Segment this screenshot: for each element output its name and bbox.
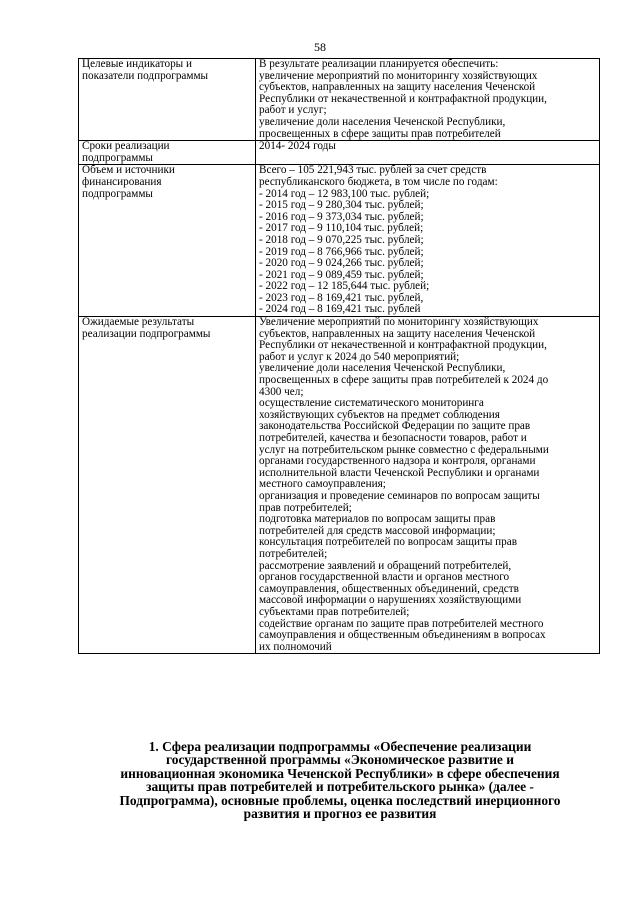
row-value-line: работ и услуг;: [259, 104, 327, 117]
row-value-line: прав потребителей;: [259, 501, 352, 514]
row-value-cell: [256, 59, 600, 141]
row-value-line: услуг на потребительском рынке совместно с федеральными: [259, 443, 549, 456]
row-value-line: консультация потребителей по вопросам защиты прав: [259, 536, 518, 549]
row-value-cell: [256, 165, 600, 317]
row-label-line: реализации подпрограммы: [82, 327, 211, 340]
row-value-line: - 2024 год – 8 169,421 тыс. рублей: [259, 303, 421, 316]
section-heading-line: развития и прогноз ее развития: [243, 806, 437, 822]
row-value-line: просвещенных в сфере защиты прав потребителей к 2024 до: [259, 374, 549, 387]
row-value-line: субъектами прав потребителей;: [259, 605, 410, 618]
row-value-line: самоуправления, общественных объединений, средств: [259, 582, 519, 595]
row-value-line: В результате реализации планируется обеспечить:: [259, 58, 499, 70]
row-label-cell: [79, 165, 256, 317]
row-value-line: работ и услуг к 2024 до 540 мероприятий;: [259, 350, 460, 363]
section-heading-line: инновационная экономика Чеченской Республики» в сфере обеспечения: [120, 765, 560, 781]
row-label-line: Сроки реализации: [82, 140, 170, 153]
row-value-line: республиканского бюджета, в том числе по годам:: [259, 175, 498, 188]
passport-row: [79, 141, 600, 165]
row-value-line: рассмотрение заявлений и обращений потребителей,: [259, 559, 512, 572]
section-heading-line: 1. Сфера реализации подпрограммы «Обеспечение реализации: [148, 739, 532, 754]
row-value-line: субъектов, направленных на защиту населения Чеченской: [259, 327, 536, 340]
row-value-line: увеличение доли населения Чеченской Республики,: [259, 115, 506, 128]
row-value-line: местного самоуправления;: [259, 478, 386, 491]
passport-row: [79, 165, 600, 317]
row-value-line: подготовка материалов по вопросам защиты прав: [259, 513, 496, 526]
row-value-line: - 2020 год – 9 024,266 тыс. рублей;: [259, 257, 424, 270]
row-label-line: Целевые индикаторы и: [82, 58, 192, 70]
row-value-line: Республики от некачественной и контрафактной продукции,: [259, 92, 547, 105]
row-value-line: органами государственного надзора и контроля, органами: [259, 455, 536, 468]
passport-row: [79, 317, 600, 654]
row-value-line: - 2018 год – 9 070,225 тыс. рублей;: [259, 233, 424, 246]
row-value-cell: [256, 141, 600, 165]
row-label-line: показатели подпрограммы: [82, 69, 209, 82]
row-value-line: Всего – 105 221,943 тыс. рублей за счет средств: [259, 164, 487, 177]
row-value-line: - 2022 год – 12 185,644 тыс. рублей;: [259, 280, 430, 293]
passport-table-body: [79, 59, 600, 654]
row-value-line: самоуправления и общественным объединениям в вопросах: [259, 629, 546, 642]
row-label-cell: [79, 141, 256, 165]
row-value-line: - 2015 год – 9 280,304 тыс. рублей;: [259, 199, 424, 212]
row-value-line: увеличение мероприятий по мониторингу хозяйствующих: [259, 69, 538, 82]
row-value-line: потребителей для средств массовой информации;: [259, 524, 496, 537]
row-value-line: - 2014 год – 12 983,100 тыс. рублей;: [259, 187, 430, 200]
row-label-line: Ожидаемые результаты: [82, 316, 195, 329]
row-value-line: потребителей;: [259, 547, 328, 560]
row-value-line: - 2019 год – 8 766,966 тыс. рублей;: [259, 245, 424, 258]
row-value-line: - 2016 год – 9 373,034 тыс. рублей;: [259, 210, 424, 223]
section-heading-line: защиты прав потребителей и потребительского рынка» (далее -: [146, 779, 534, 795]
row-label-cell: [79, 59, 256, 141]
row-value-line: потребителей, качества и безопасности товаров, работ и: [259, 432, 527, 444]
page-number: 58: [314, 40, 326, 54]
row-value-line: организация и проведение семинаров по вопросам защиты: [259, 489, 540, 502]
row-label-cell: [79, 317, 256, 654]
row-value-line: хозяйствующих субъектов на предмет соблюдения: [259, 408, 500, 421]
row-value-line: осуществление систематического мониторинга: [259, 397, 484, 410]
subprogram-passport-table: [78, 58, 600, 654]
row-value-line: Увеличение мероприятий по мониторингу хозяйствующих: [259, 316, 539, 329]
row-value-line: 2014- 2024 годы: [259, 140, 336, 153]
row-value-line: увеличение доли населения Чеченской Республики,: [259, 362, 506, 375]
section-heading-line: государственной программы «Экономическое развитие и: [166, 752, 514, 768]
row-label-line: финансирования: [82, 175, 162, 188]
row-label-line: Объем и источники: [82, 164, 175, 177]
row-value-line: содействие органам по защите прав потребителей местного: [259, 617, 544, 630]
row-value-line: законодательства Российской Федерации по защите прав: [259, 420, 531, 433]
row-value-line: массовой информации о нарушениях хозяйствующими: [259, 594, 522, 607]
row-value-line: субъектов, направленных на защиту населения Чеченской: [259, 81, 536, 94]
row-value-line: их полномочий: [259, 640, 332, 653]
row-value-line: просвещенных в сфере защиты прав потребителей: [259, 127, 501, 140]
row-value-line: - 2023 год – 8 169,421 тыс. рублей,: [259, 291, 424, 304]
row-value-line: - 2021 год – 9 089,459 тыс. рублей;: [259, 268, 424, 281]
row-value-line: 4300 чел;: [259, 385, 304, 398]
row-value-line: Республики от некачественной и контрафактной продукции,: [259, 339, 547, 352]
row-value-line: исполнительной власти Чеченской Республики и органами: [259, 466, 540, 479]
section-heading-line: Подпрограмма), основные проблемы, оценка последствий инерционного: [119, 792, 561, 808]
section-heading: [80, 740, 600, 820]
row-value-line: - 2017 год – 9 110,104 тыс. рублей;: [259, 222, 424, 235]
passport-row: [79, 59, 600, 141]
row-value-line: органов государственной власти и органов местного: [259, 571, 510, 584]
row-value-cell: [256, 317, 600, 654]
row-label-line: подпрограммы: [82, 187, 153, 200]
row-label-line: подпрограммы: [82, 151, 153, 164]
